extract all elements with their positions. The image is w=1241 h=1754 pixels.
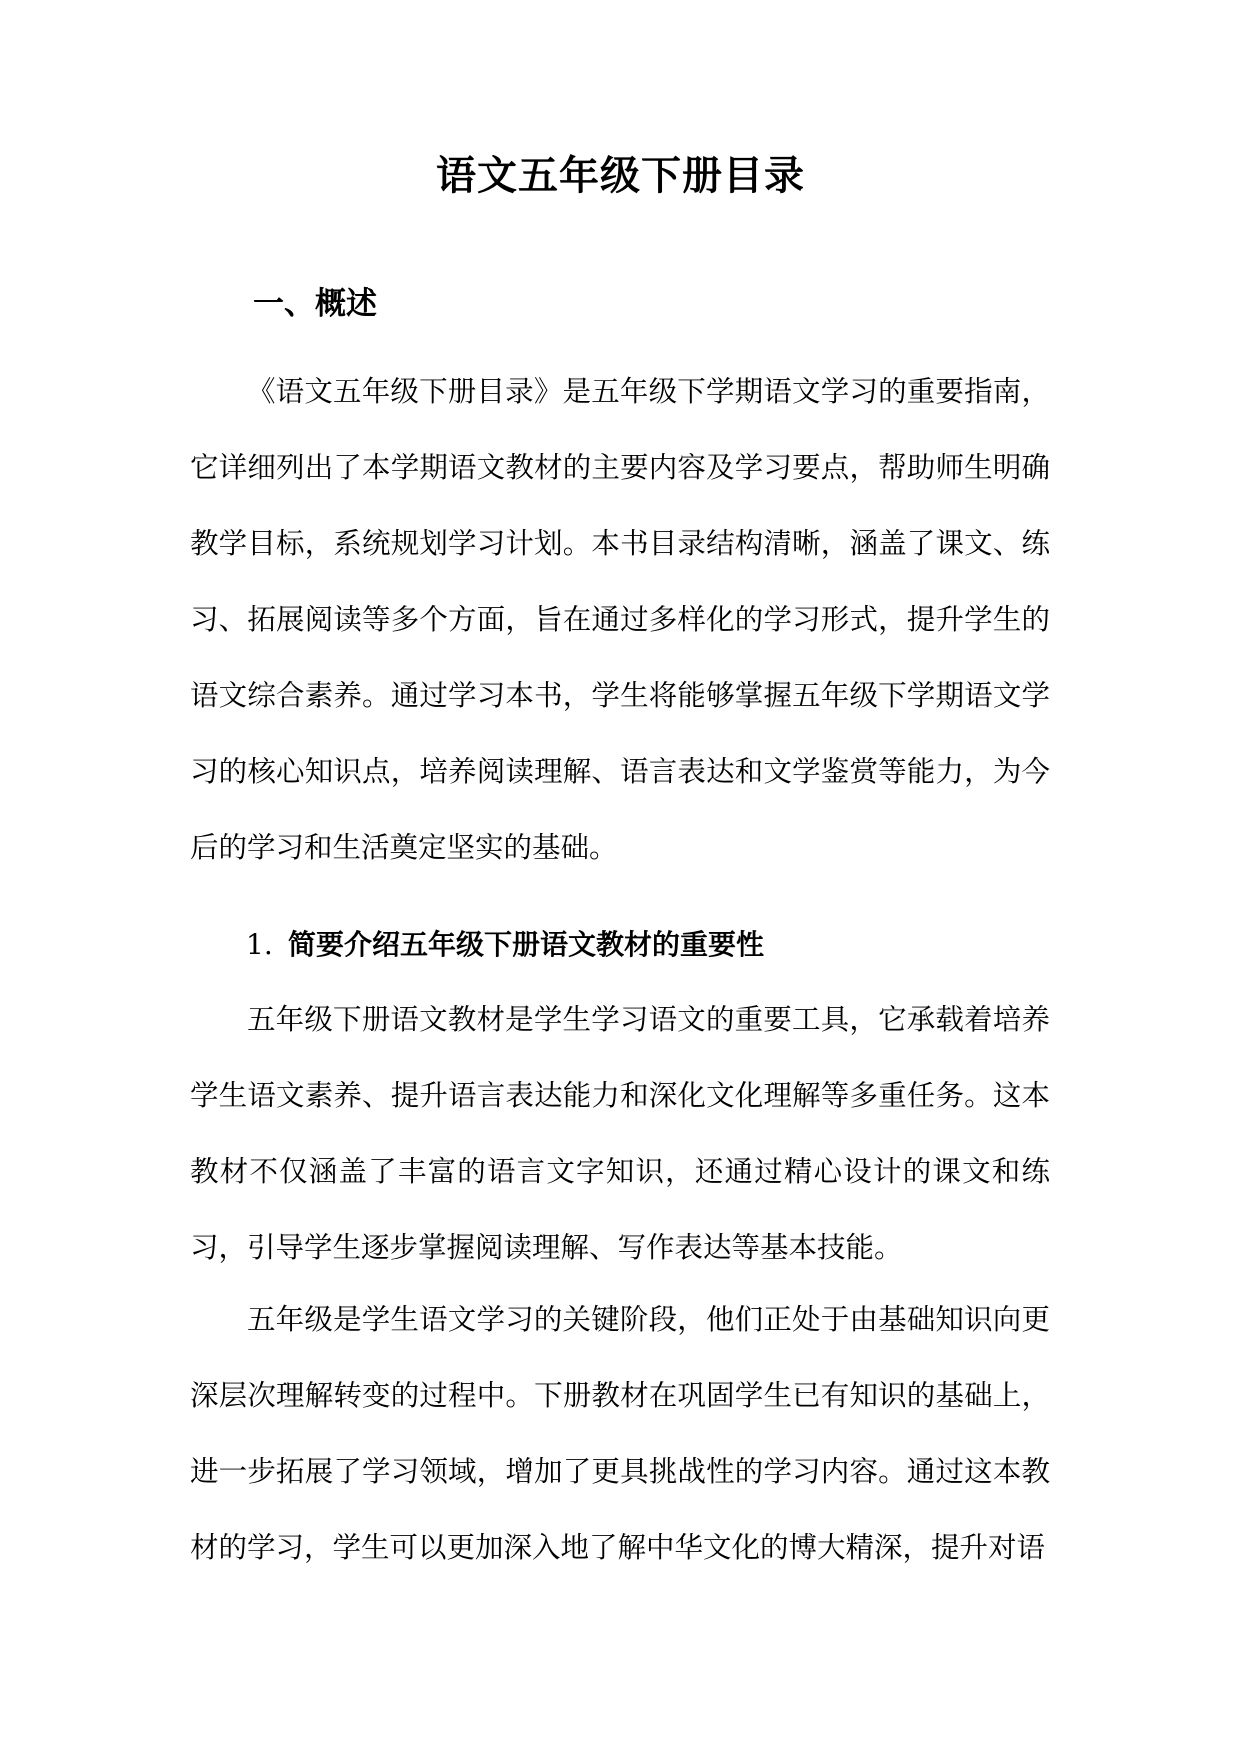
body-paragraph: 五年级下册语文教材是学生学习语文的重要工具，它承载着培养学生语文素养、提升语言表达能力和深化文化理解等多重任务。这本教材不仅涵盖了丰富的语言文字知识，还通过精心设计的课文和练习，引导学生逐步掌握阅读理解、写作表达等基本技能。: [190, 1003, 1050, 1264]
subsection-number: 1.: [246, 928, 273, 961]
body-paragraph: 五年级是学生语文学习的关键阶段，他们正处于由基础知识向更深层次理解转变的过程中。下册教材在巩固学生已有知识的基础上，进一步拓展了学习领域，增加了更具挑战性的学习内容。通过这本教材的学习，学生可以更加深入地了解中华文化的博大精深，提升对语: [190, 1303, 1050, 1564]
section-heading-overview: 一、概述: [253, 286, 377, 322]
document-title: 语文五年级下册目录: [436, 153, 805, 199]
subsection-heading-text: 简要介绍五年级下册语文教材的重要性: [288, 928, 765, 961]
subsection-heading: [246, 925, 764, 965]
overview-paragraph: 《语文五年级下册目录》是五年级下学期语文学习的重要指南，它详细列出了本学期语文教材的主要内容及学习要点，帮助师生明确教学目标，系统规划学习计划。本书目录结构清晰，涵盖了课文、练习、拓展阅读等多个方面，旨在通过多样化的学习形式，提升学生的语文综合素养。通过学习本书，学生将能够掌握五年级下学期语文学习的核心知识点，培养阅读理解、语言表达和文学鉴赏等能力，为今后的学习和生活奠定坚实的基础。: [190, 375, 1050, 864]
